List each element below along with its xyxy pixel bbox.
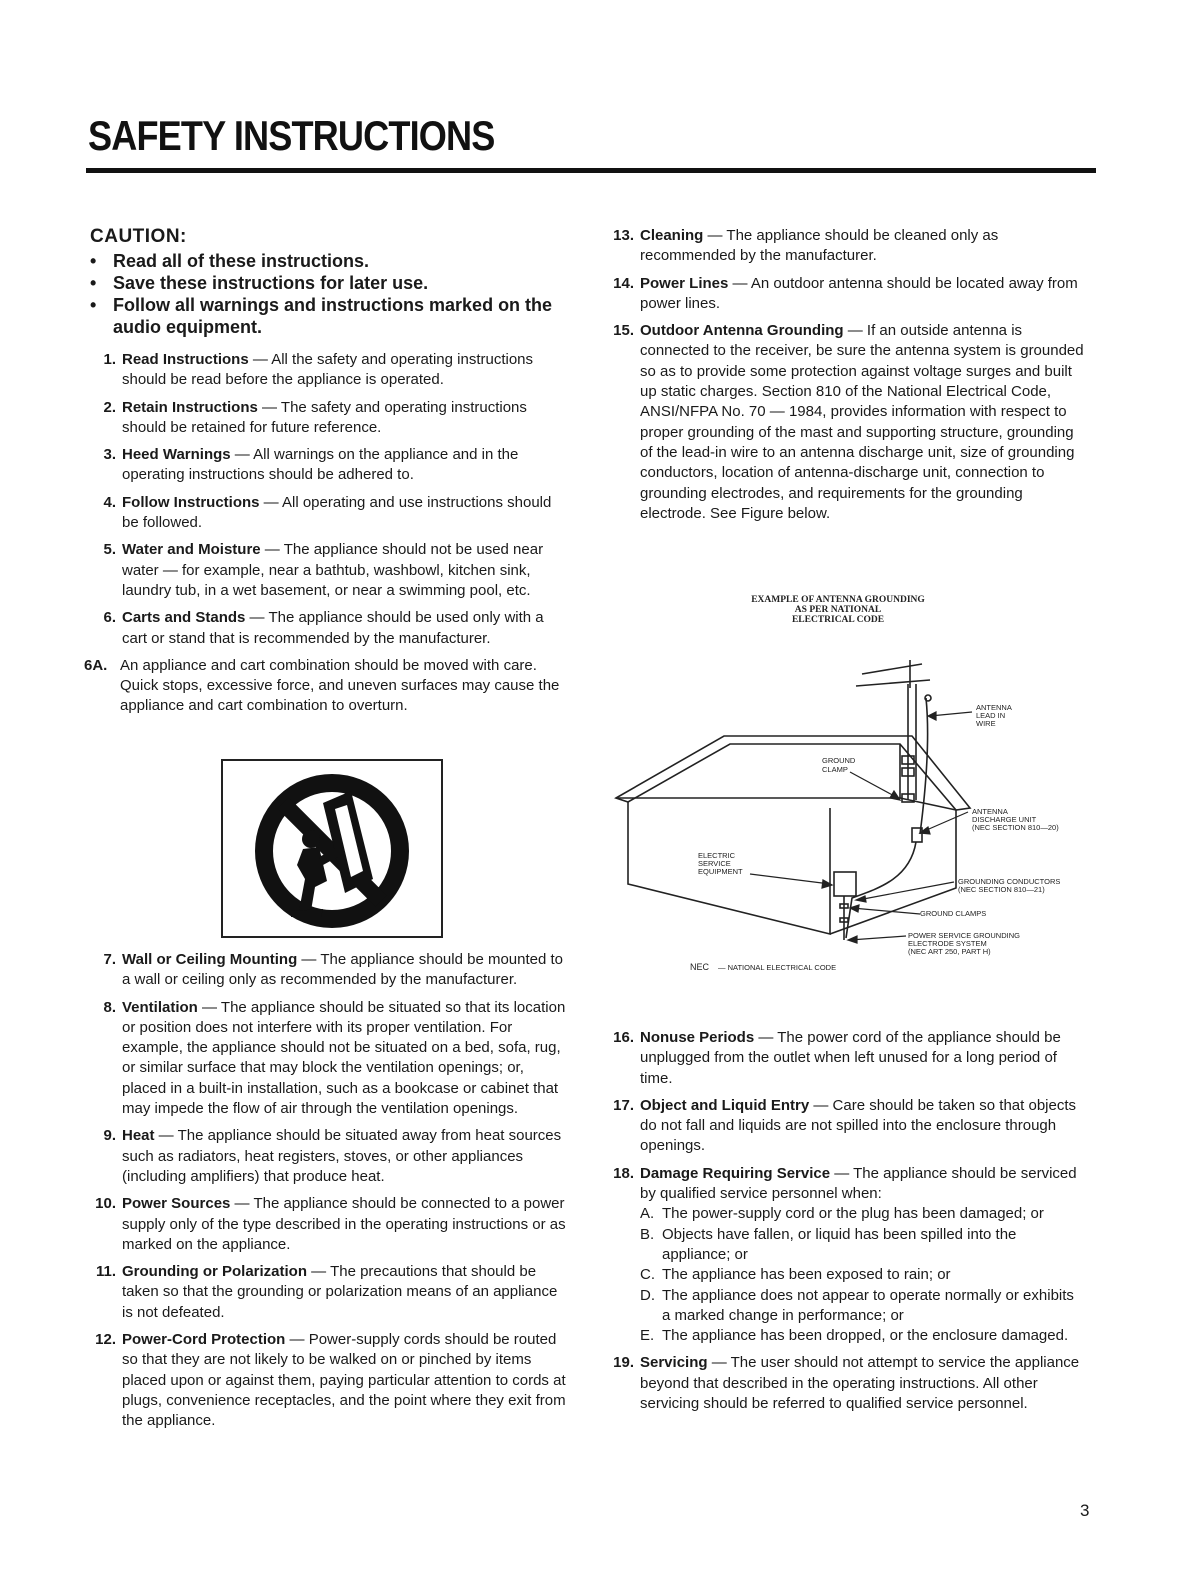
instruction-item: 1. Read Instructions — All the safety and operating instructions should be read before the appliance is operated. xyxy=(103,351,534,389)
right-column-lower xyxy=(608,1028,1084,1421)
instruction-item: 8. Ventilation — The appliance should be situated so that its location or position does not interfere with its proper ventilation. For example, the appliance should not be situated on a bed, sofa, rug, or similar surface that may block the ventilation openings; or, placed in a built-in installation, such as a bookcase or cabinet that may impede the flow of air through the ventilation openings. xyxy=(103,998,566,1118)
label-antenna-lead-in: ANTENNA xyxy=(976,703,1012,712)
instruction-item: 6A. An appliance and cart combination should be moved with care. Quick stops, excessive force, and uneven surfaces may cause the appliance and cart combination to overturn. xyxy=(84,656,560,715)
instruction-item: 2. Retain Instructions — The safety and operating instructions should be retained for future reference. xyxy=(103,398,527,436)
left-column-lower xyxy=(90,950,572,1439)
instruction-item: 12. Power-Cord Protection — Power-supply cords should be routed so that they are not likely to be walked on or pinched by items placed upon or against them, paying particular attention to cords at plugs, convenience receptacles, and the point where they exit from the appliance. xyxy=(95,1331,566,1430)
svg-text:LEAD IN: LEAD IN xyxy=(976,711,1006,720)
figure-title-line: ELECTRICAL CODE xyxy=(791,615,885,625)
instruction-item: 17. Object and Liquid Entry — Care should be taken so that objects do not fall and liquids are not spilled into the enclosure through openings. xyxy=(613,1096,1077,1155)
instruction-item: 6. Carts and Stands — The appliance should be used only with a cart or stand that is recommended by the manufacturer. xyxy=(103,609,544,647)
svg-text:SERVICE: SERVICE xyxy=(698,859,731,868)
instruction-item: 3. Heed Warnings — All warnings on the appliance and in the operating instructions should be adhered to. xyxy=(103,446,519,484)
svg-text:— NATIONAL ELECTRICAL CODE: — NATIONAL ELECTRICAL CODE xyxy=(718,963,837,972)
instruction-item: 4. Follow Instructions — All operating and use instructions should be followed. xyxy=(103,493,552,532)
instruction-item: 19. Servicing — The user should not attempt to service the appliance beyond that described in the operating instructions. All other servicing should be referred to qualified service personnel. xyxy=(613,1354,1080,1413)
label-nec: NEC xyxy=(690,962,710,972)
house-drawing xyxy=(616,660,970,940)
instruction-item: 15. Outdoor Antenna Grounding — If an outside antenna is connected to the receiver, be sure the antenna system is grounded so as to provide some protection against voltage surges and built up static charges. Section 810 of the National Electrical Code, ANSI/NFPA No. 70 — 1984, provides information with respect to proper grounding of the mast and supporting structure, grounding of the lead-in wire to an antenna discharge unit, size of grounding conductors, location of antenna-discharge unit, connection to grounding electrodes, and requirements for the grounding electrode. See Figure below. xyxy=(613,322,1084,522)
caution-bullet: • Save these instructions for later use. xyxy=(90,273,429,293)
svg-text:ELECTRODE SYSTEM: ELECTRODE SYSTEM xyxy=(908,939,987,948)
instruction-item: 11. Grounding or Polarization — The precautions that should be taken so that the grounding or polarization means of an appliance is not defeated. xyxy=(95,1263,558,1321)
svg-text:CLAMP: CLAMP xyxy=(822,765,848,774)
label-ground-clamp: GROUND xyxy=(822,756,856,765)
page-title: SAFETY INSTRUCTIONS xyxy=(88,112,495,159)
instruction-item: 5. Water and Moisture — The appliance should not be used near water — for example, near a bathtub, washbowl, kitchen sink, laundry tub, in a wet basement, or near a swimming pool, etc. xyxy=(103,541,544,599)
label-service-equipment: ELECTRIC xyxy=(698,851,736,860)
damage-condition: B. Objects have fallen, or liquid has been spilled into the appliance; or xyxy=(640,1225,1017,1263)
svg-text:(NEC SECTION 810—20): (NEC SECTION 810—20) xyxy=(972,823,1059,832)
figure-title-line: AS PER NATIONAL xyxy=(794,605,882,615)
caution-bullet: • Read all of these instructions. xyxy=(90,251,370,271)
label-grounding-electrode: POWER SERVICE GROUNDING xyxy=(908,931,1020,940)
caution-heading: CAUTION: xyxy=(90,226,187,247)
damage-condition: A. The power-supply cord or the plug has been damaged; or xyxy=(640,1205,1044,1223)
svg-text:DISCHARGE UNIT: DISCHARGE UNIT xyxy=(972,815,1037,824)
damage-condition: D. The appliance does not appear to operate normally or exhibits a marked change in performance; or xyxy=(640,1286,1074,1324)
page-number: 3 xyxy=(1080,1501,1090,1520)
label-ground-clamps: GROUND CLAMPS xyxy=(920,909,987,918)
figure-title-line: EXAMPLE OF ANTENNA GROUNDING xyxy=(751,595,925,605)
damage-condition: E. The appliance has been dropped, or the enclosure damaged. xyxy=(640,1327,1069,1345)
label-grounding-conductors: GROUNDING CONDUCTORS xyxy=(958,877,1061,886)
instruction-item: 18. Damage Requiring Service — The appliance should be serviced by qualified service personnel when: A. The power-supply cord or the plug has been damaged; or B. Objects have fallen, or liquid has been spilled into the appliance; or C. The appliance has been exposed to rain; or D. The appliance does not appear to operate normally or exhibits a marked change in performance; or E. The appliance has been dropped, or the enclosure damaged. xyxy=(608,1164,1084,1347)
label-discharge-unit: ANTENNA xyxy=(972,807,1008,816)
svg-text:(NEC ART 250, PART H): (NEC ART 250, PART H) xyxy=(908,947,991,956)
caution-list xyxy=(90,250,572,338)
instruction-item: 9. Heat — The appliance should be situated away from heat sources such as radiators, heat registers, stoves, or other appliances (including amplifiers) that produce heat. xyxy=(103,1127,562,1185)
instruction-item: 10. Power Sources — The appliance should be connected to a power supply only of the type described in the operating instructions or as marked on the appliance. xyxy=(95,1195,566,1253)
instruction-item: 13. Cleaning — The appliance should be cleaned only as recommended by the manufacturer. xyxy=(613,227,999,265)
caution-bullet: • Follow all warnings and instructions marked on the audio equipment. xyxy=(90,295,553,337)
svg-text:EQUIPMENT: EQUIPMENT xyxy=(698,867,743,876)
instruction-item: 14. Power Lines — An outdoor antenna should be located away from power lines. xyxy=(613,274,1078,312)
title-rule xyxy=(86,168,1096,173)
cart-tip-icon xyxy=(223,761,441,936)
instruction-item: 16. Nonuse Periods — The power cord of the appliance should be unplugged from the outlet when left unused for a long period of time. xyxy=(613,1029,1061,1087)
svg-text:WIRE: WIRE xyxy=(976,719,996,728)
cart-warning-figure xyxy=(221,759,443,938)
left-column xyxy=(84,226,572,724)
right-column xyxy=(608,226,1084,531)
damage-condition: C. The appliance has been exposed to rain; or xyxy=(640,1266,951,1284)
antenna-grounding-figure xyxy=(600,588,1096,988)
svg-text:(NEC SECTION 810—21): (NEC SECTION 810—21) xyxy=(958,885,1045,894)
instruction-item: 7. Wall or Ceiling Mounting — The appliance should be mounted to a wall or ceiling only as recommended by the manufacturer. xyxy=(103,951,564,989)
